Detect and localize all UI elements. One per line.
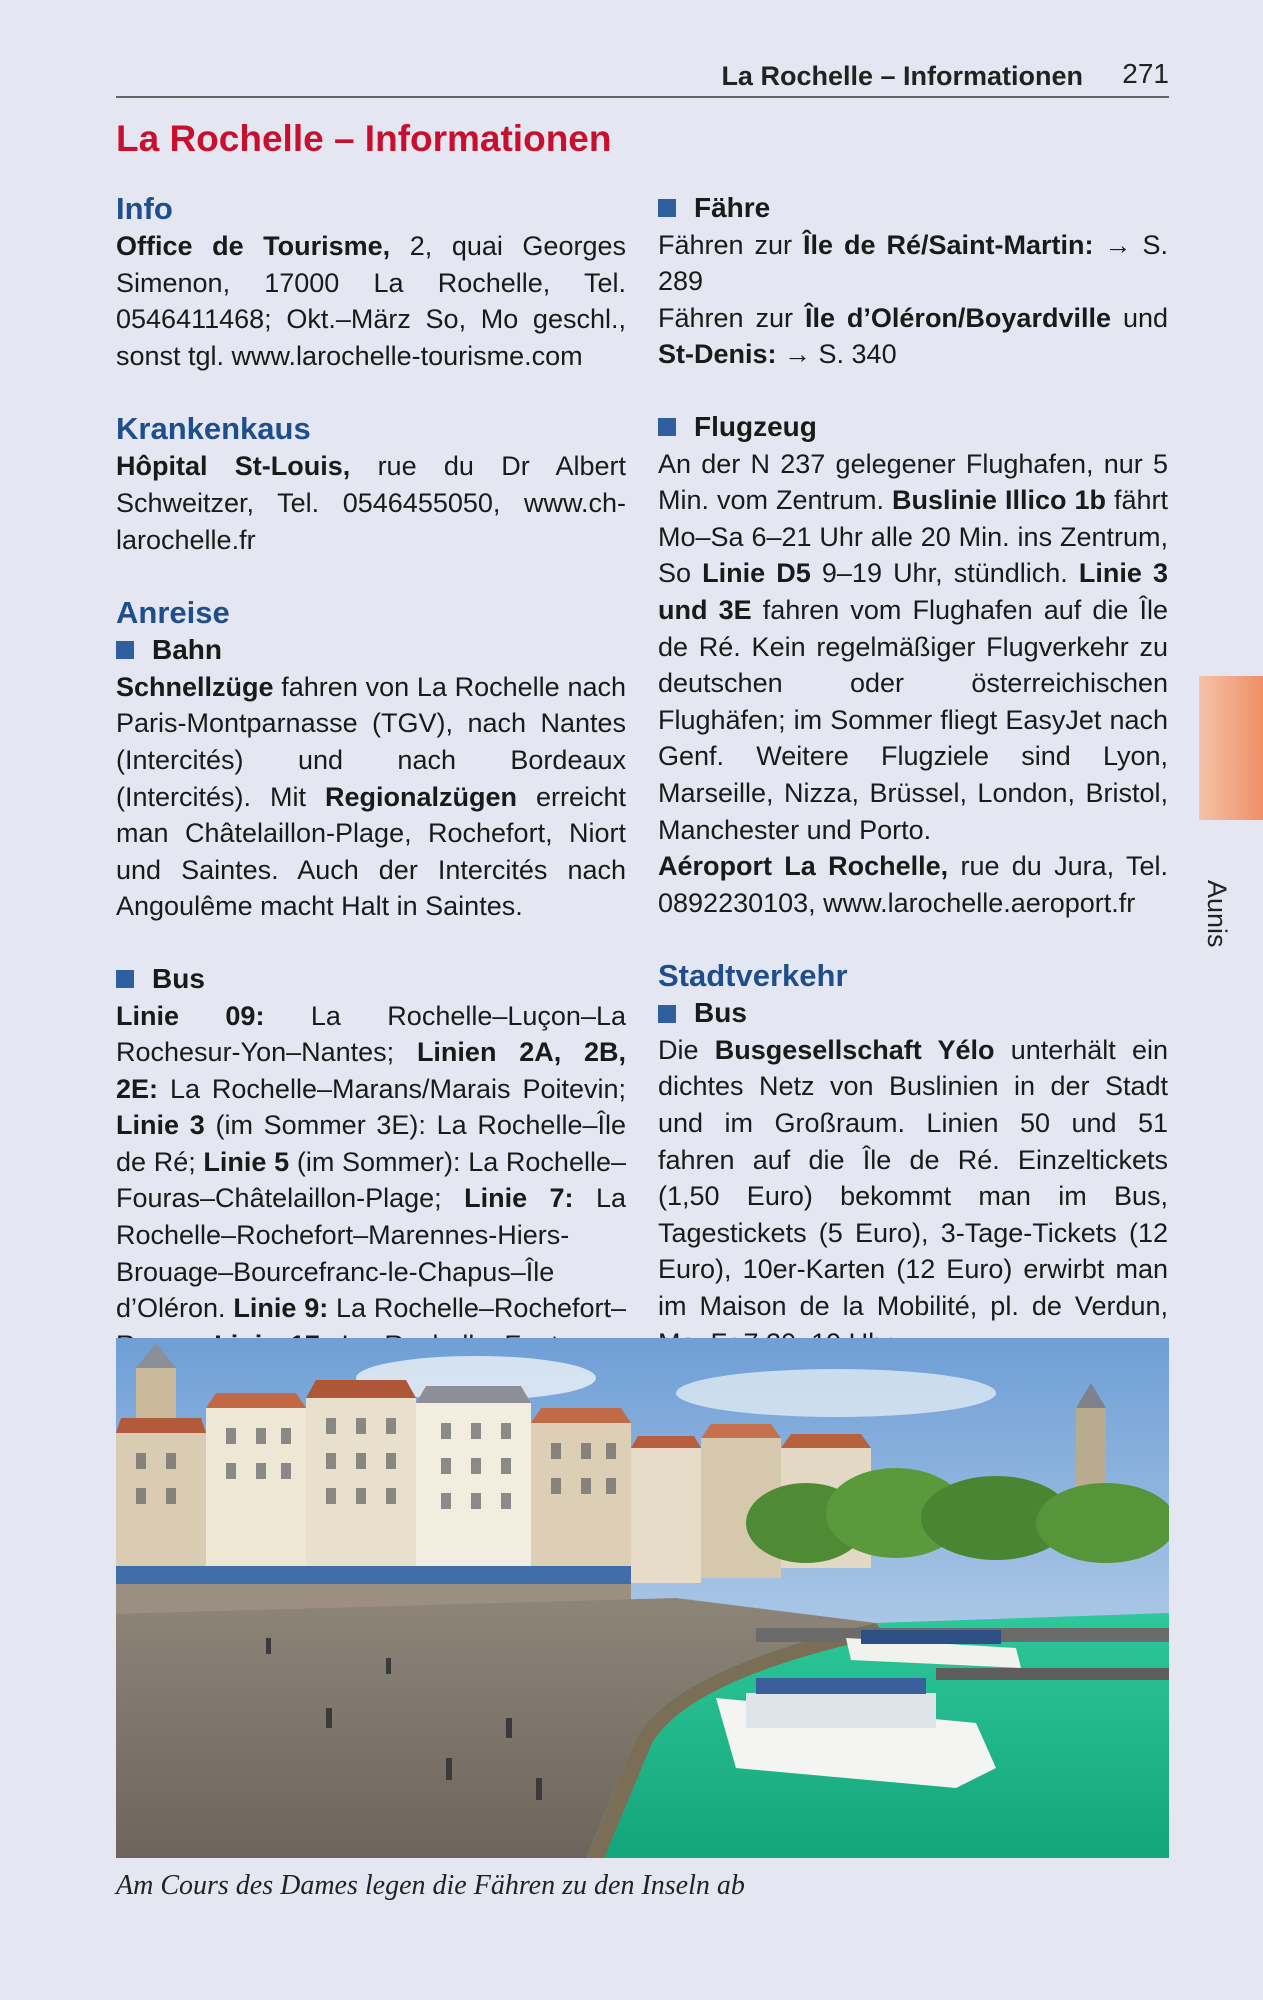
bus-heading: Bus [116,961,626,998]
square-bullet-icon [116,641,134,659]
anreise-heading: Anreise [116,595,230,631]
harbor-photo-illustration [116,1338,1169,1858]
flugzeug-section [658,409,1168,921]
bus-text: Linie 09: La Rochelle–Luçon–La Rochesur-Yon–Nantes; Linien 2A, 2B, 2E: La Rochelle–Marans/Marais Poitevin; Linie 3 (im Sommer 3E): La Rochelle–Île de Ré; Linie 5 (im Sommer): La Rochelle–Fouras–Châtelaillon-Plage; Linie 7: La Rochelle–Rochefort–Marennes-Hiers-Brouage–Bourcefranc-le-Chapus–Île d’Oléron. Linie 9: La Rochelle–Rochefort– [116,1000,627,1324]
square-bullet-icon [658,1005,676,1023]
running-header [116,58,1169,98]
square-bullet-icon [116,970,134,988]
square-bullet-icon [658,418,676,436]
bahn-heading: Bahn [116,632,626,669]
stadtverkehr-heading: Stadtverkehr [658,958,848,994]
hospital-heading: Krankenkaus [116,411,311,447]
page-number: 271 [1122,58,1169,89]
harbor-photo [116,1338,1169,1858]
bahn-text: Schnellzüge fahren von La Rochelle nach Paris-Montparnasse (TGV), nach Nantes (Intercités) und nach Bordeaux (Intercités). Mit Regionalzügen erreicht man Châtelaillon-Plage, Rochefort, Niort und Saintes. Auch der Intercités nach Angoulême macht Halt in Saintes. [116,671,626,922]
info-text: Office de Tourisme, 2, quai Georges Simenon, 17000 La Rochelle, Tel. 0546411468; Okt.–März So, Mo geschl., sonst tgl. www.larochelle-tourisme.com [116,231,626,371]
photo-caption: Am Cours des Dames legen die Fähren zu den Inseln ab [116,1870,745,1901]
faehre-text-2: Fähren zur Île d’Oléron/Boyardville und St-Denis: → S. 340 [658,302,1168,370]
info-section [116,190,626,374]
page-title: La Rochelle – Informationen [116,118,612,159]
hospital-text: Hôpital St-Louis, rue du Dr Albert Schweitzer, Tel. 0546455050, www.ch-larochelle.fr [116,451,627,555]
stadtbus-text: Die Busgesellschaft Yélo unterhält ein dichtes Netz von Buslinien in der Stadt und im Großraum. Linien 50 und 51 fahren auf die Île de Ré. Einzeltickets (1,50 Euro) bekommt man im Bus, Tagestickets (5 Euro), 3-Tage-Tickets (12 Euro), 10er-Karten (12 Euro) erwirbt man im Maison de la Mobilité, pl. de Verdun, [658,1034,1169,1322]
hospital-section [116,410,626,558]
flugzeug-text: An der N 237 gelegener Flughafen, nur 5 Min. vom Zentrum. Buslinie Illico 1b fährt Mo–Sa 6–21 Uhr alle 20 Min. ins Zentrum, So Linie D5 9–19 Uhr, stündlich. Linie 3 und 3E fahren vom Flughafen auf die Île de Ré. Kein regelmäßiger Flugverkehr zu deutschen oder österreichischen Flughäfen; im Sommer fliegt EasyJet nach Genf. Weitere Flugziele sind Lyon, Marseille, Nizza, Brüssel, London, Bristol, Manchester und Porto. [658,448,1169,845]
left-column [116,190,626,1400]
airport-text: Aéroport La Rochelle, rue du Jura, Tel. 0892230103, www.larochelle.aeroport.fr [658,851,1168,918]
faehre-text-1: Fähren zur Île de Ré/Saint-Martin: → S. 289 [658,229,1169,297]
stadtverkehr-section [658,957,1168,1361]
stadtbus-heading: Bus [658,995,1168,1032]
faehre-section [658,190,1168,373]
square-bullet-icon [658,199,676,217]
flugzeug-heading: Flugzeug [658,409,1168,446]
section-tab-label: Aunis [1202,880,1232,948]
info-heading: Info [116,191,173,226]
anreise-section [116,594,626,1400]
right-column [658,190,1168,1361]
running-title: La Rochelle – Informationen [721,61,1083,91]
section-tab [1199,676,1263,820]
faehre-heading: Fähre [658,190,1168,227]
